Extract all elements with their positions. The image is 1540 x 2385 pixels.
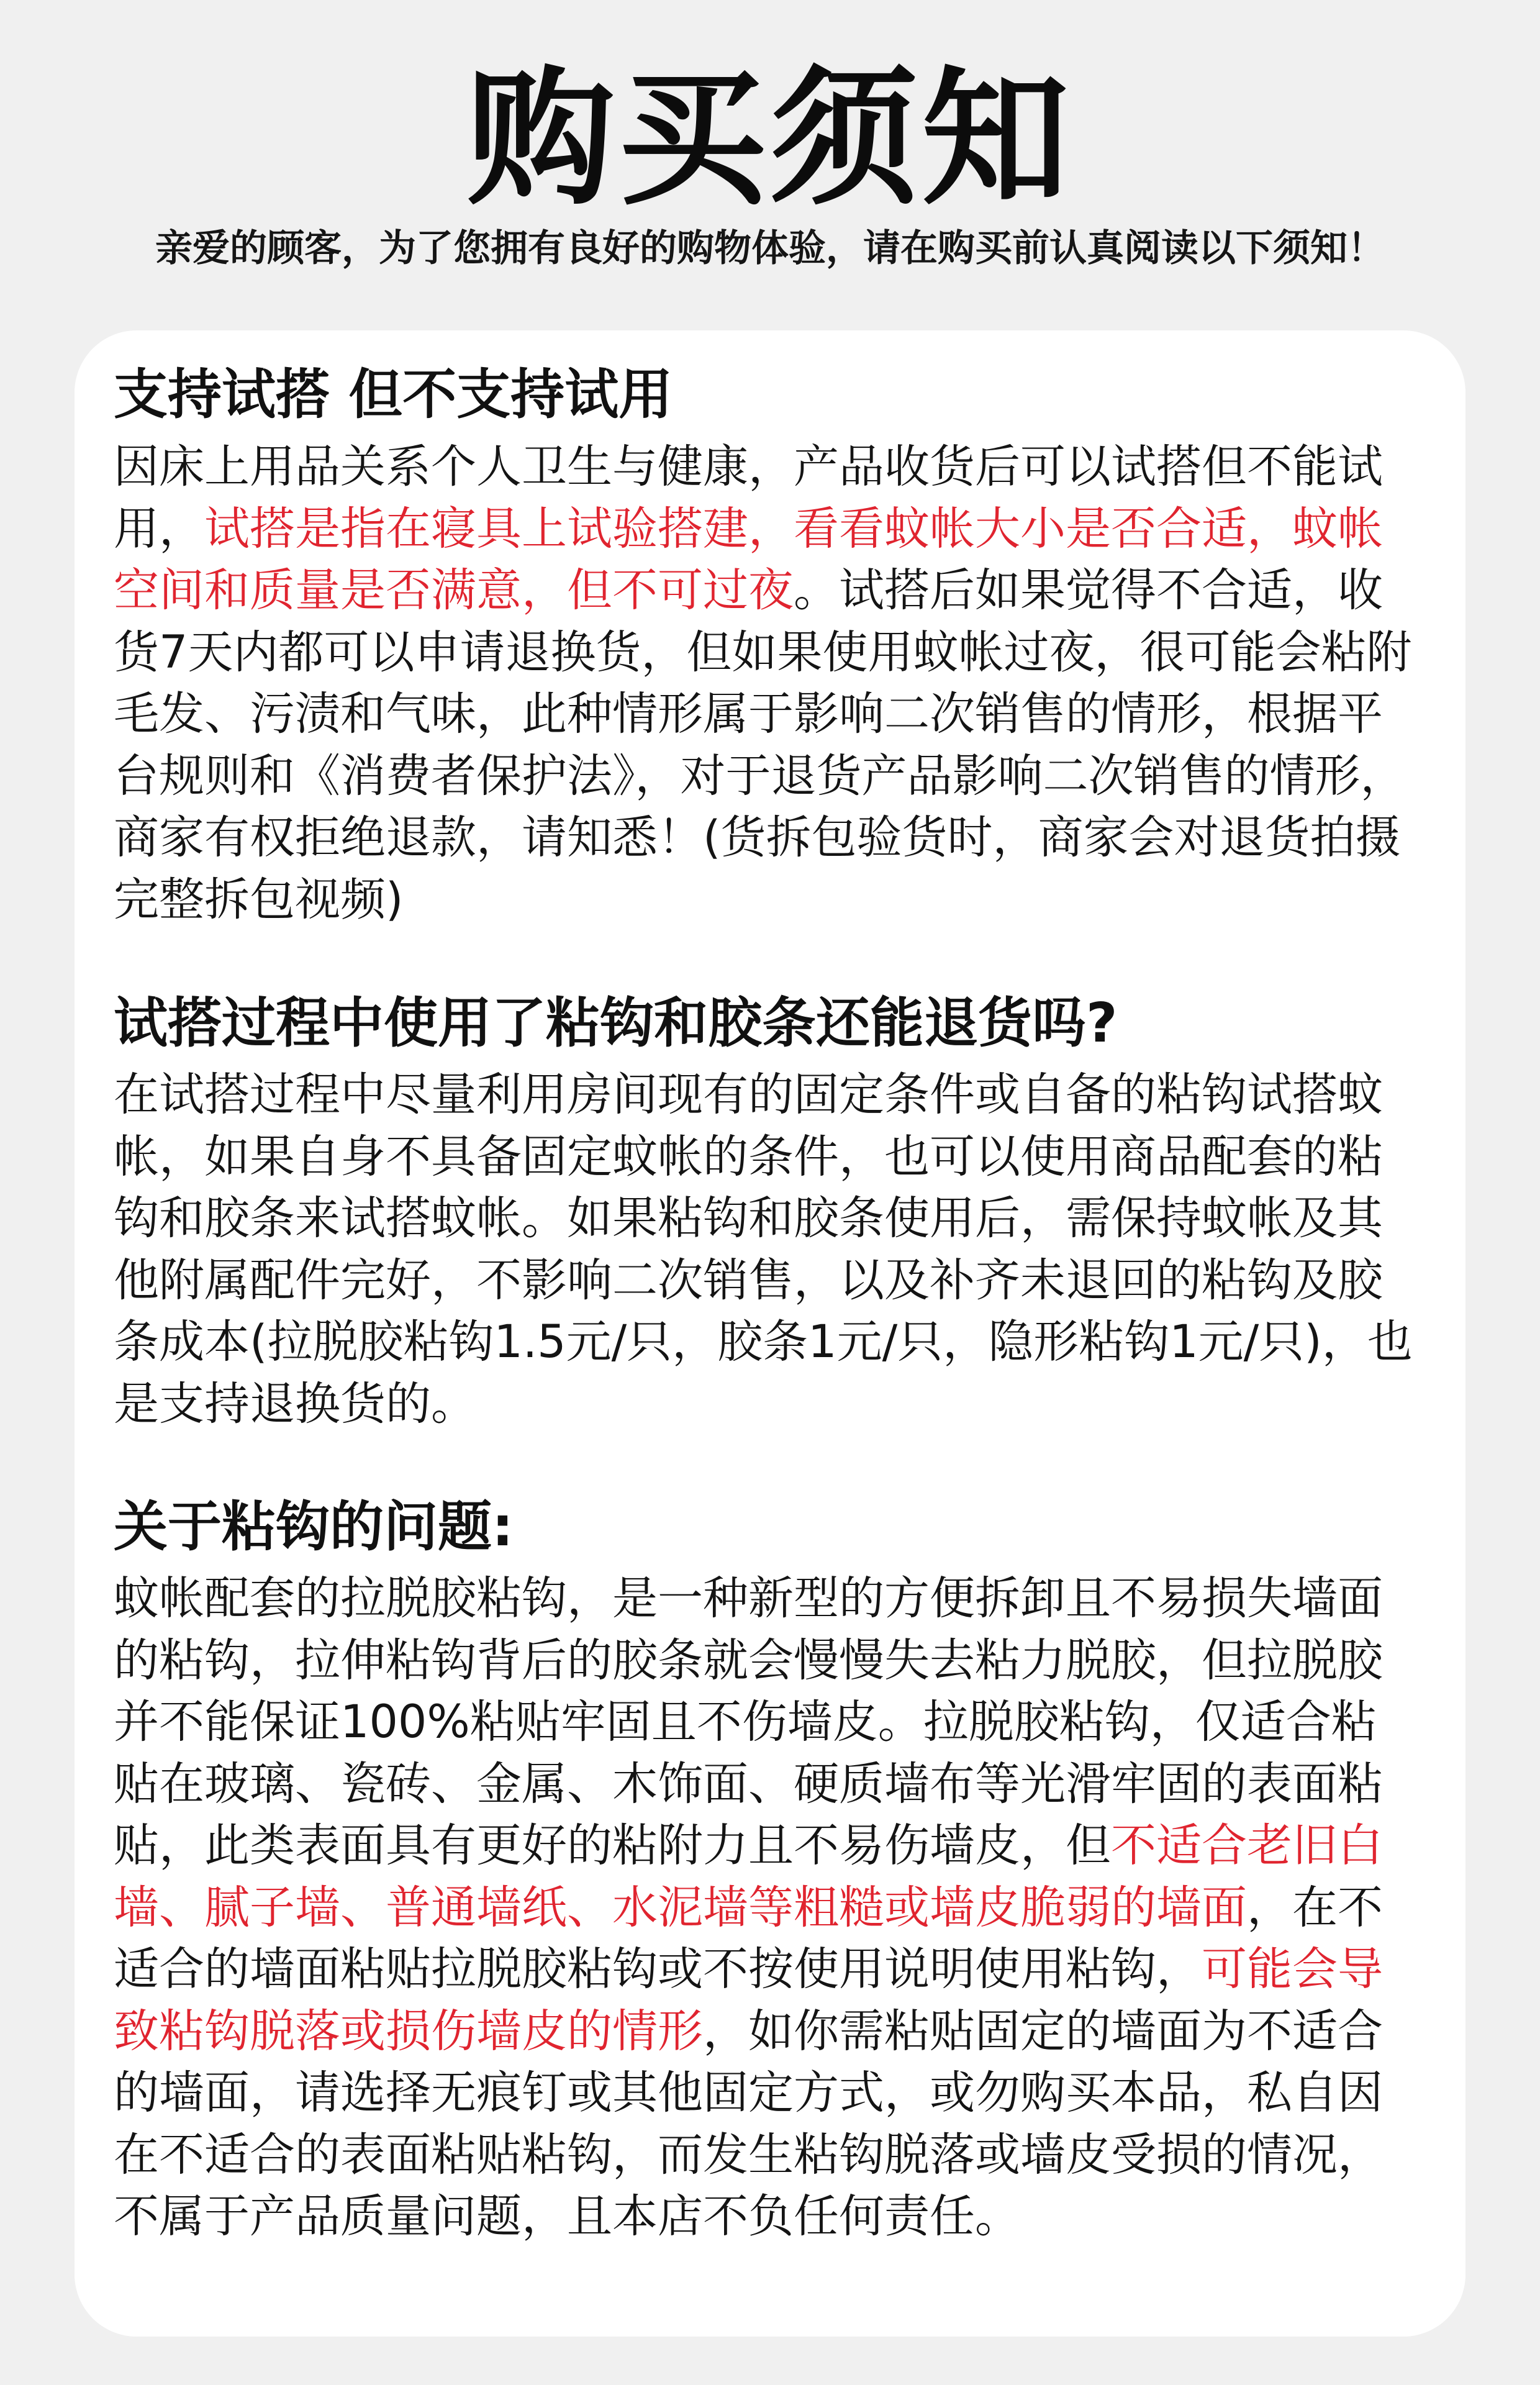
section-3-highlight-1: 不适合老旧白墙、腻子墙、普通墙纸、水泥墙等粗糙或墙皮脆弱的墙面 <box>114 1819 1383 1934</box>
section-3-highlight-2: 可能会导致粘钩脱落或损伤墙皮的情形 <box>114 1943 1383 2058</box>
section-3-paragraph <box>114 1568 1418 2248</box>
section-3-text-3: ，如你需粘贴固定的墙面为不适合的墙面，请选择无痕钉或其他固定方式，或勿购买本品，私自因在不适合的表面粘贴粘钩，而发生粘钩脱落或墙皮受损的情况，不属于产品质量问题，且本店不负任何责任。 <box>114 2004 1383 2243</box>
section-3-text-1: 蚊帐配套的拉脱胶粘钩，是一种新型的方便拆卸且不易损失墙面的粘钩，拉伸粘钩背后的胶条就会慢慢失去粘力脱胶，但拉脱胶并不能保证100%粘贴牢固且不伤墙皮。拉脱胶粘钩，仅适合粘贴在玻璃、瓷砖、金属、木饰面、硬质墙布等光滑牢固的表面粘贴，此类表面具有更好的粘附力且不易伤墙皮，但 <box>114 1572 1383 1872</box>
section-2-paragraph <box>114 1064 1418 1435</box>
section-3-text-2: ，在不适合的墙面粘贴拉脱胶粘钩或不按使用说明使用粘钩， <box>114 1881 1383 1996</box>
section-3-heading: 关于粘钩的问题: <box>114 1495 514 1558</box>
section-2-heading: 试搭过程中使用了粘钩和胶条还能退货吗? <box>114 991 1118 1055</box>
section-2-text-1: 在试搭过程中尽量利用房间现有的固定条件或自备的粘钩试搭蚊帐，如果自身不具备固定蚊帐的条件，也可以使用商品配套的粘钩和胶条来试搭蚊帐。如果粘钩和胶条使用后，需保持蚊帐及其他附属配件完好，不影响二次销售，以及补齐未退回的粘钩及胶条成本(拉脱胶粘钩1.5元/只，胶条1元/只，隐形粘钩1元/只)，也是支持退换货的。 <box>114 1068 1413 1430</box>
page-title: 购买须知 <box>467 53 1073 225</box>
section-1-text-1: 因床上用品关系个人卫生与健康，产品收货后可以试搭但不能试用， <box>114 440 1383 555</box>
section-1-heading: 支持试搭 但不支持试用 <box>114 363 673 426</box>
section-1-text-2: 。试搭后如果觉得不合适，收货7天内都可以申请退换货，但如果使用蚊帐过夜，很可能会粘附毛发、污渍和气味，此种情形属于影响二次销售的情形，根据平台规则和《消费者保护法》，对于退货产品影响二次销售的情形，商家有权拒绝退款，请知悉！(货拆包验货时，商家会对退货拍摄完整拆包视频) <box>114 564 1412 926</box>
section-1-paragraph <box>114 436 1418 930</box>
section-1-highlight-1: 试搭是指在寝具上试验搭建，看看蚊帐大小是否合适，蚊帐空间和质量是否满意，但不可过夜 <box>114 502 1383 617</box>
page-subtitle: 亲爱的顾客，为了您拥有良好的购物体验，请在购买前认真阅读以下须知！ <box>155 227 1385 270</box>
